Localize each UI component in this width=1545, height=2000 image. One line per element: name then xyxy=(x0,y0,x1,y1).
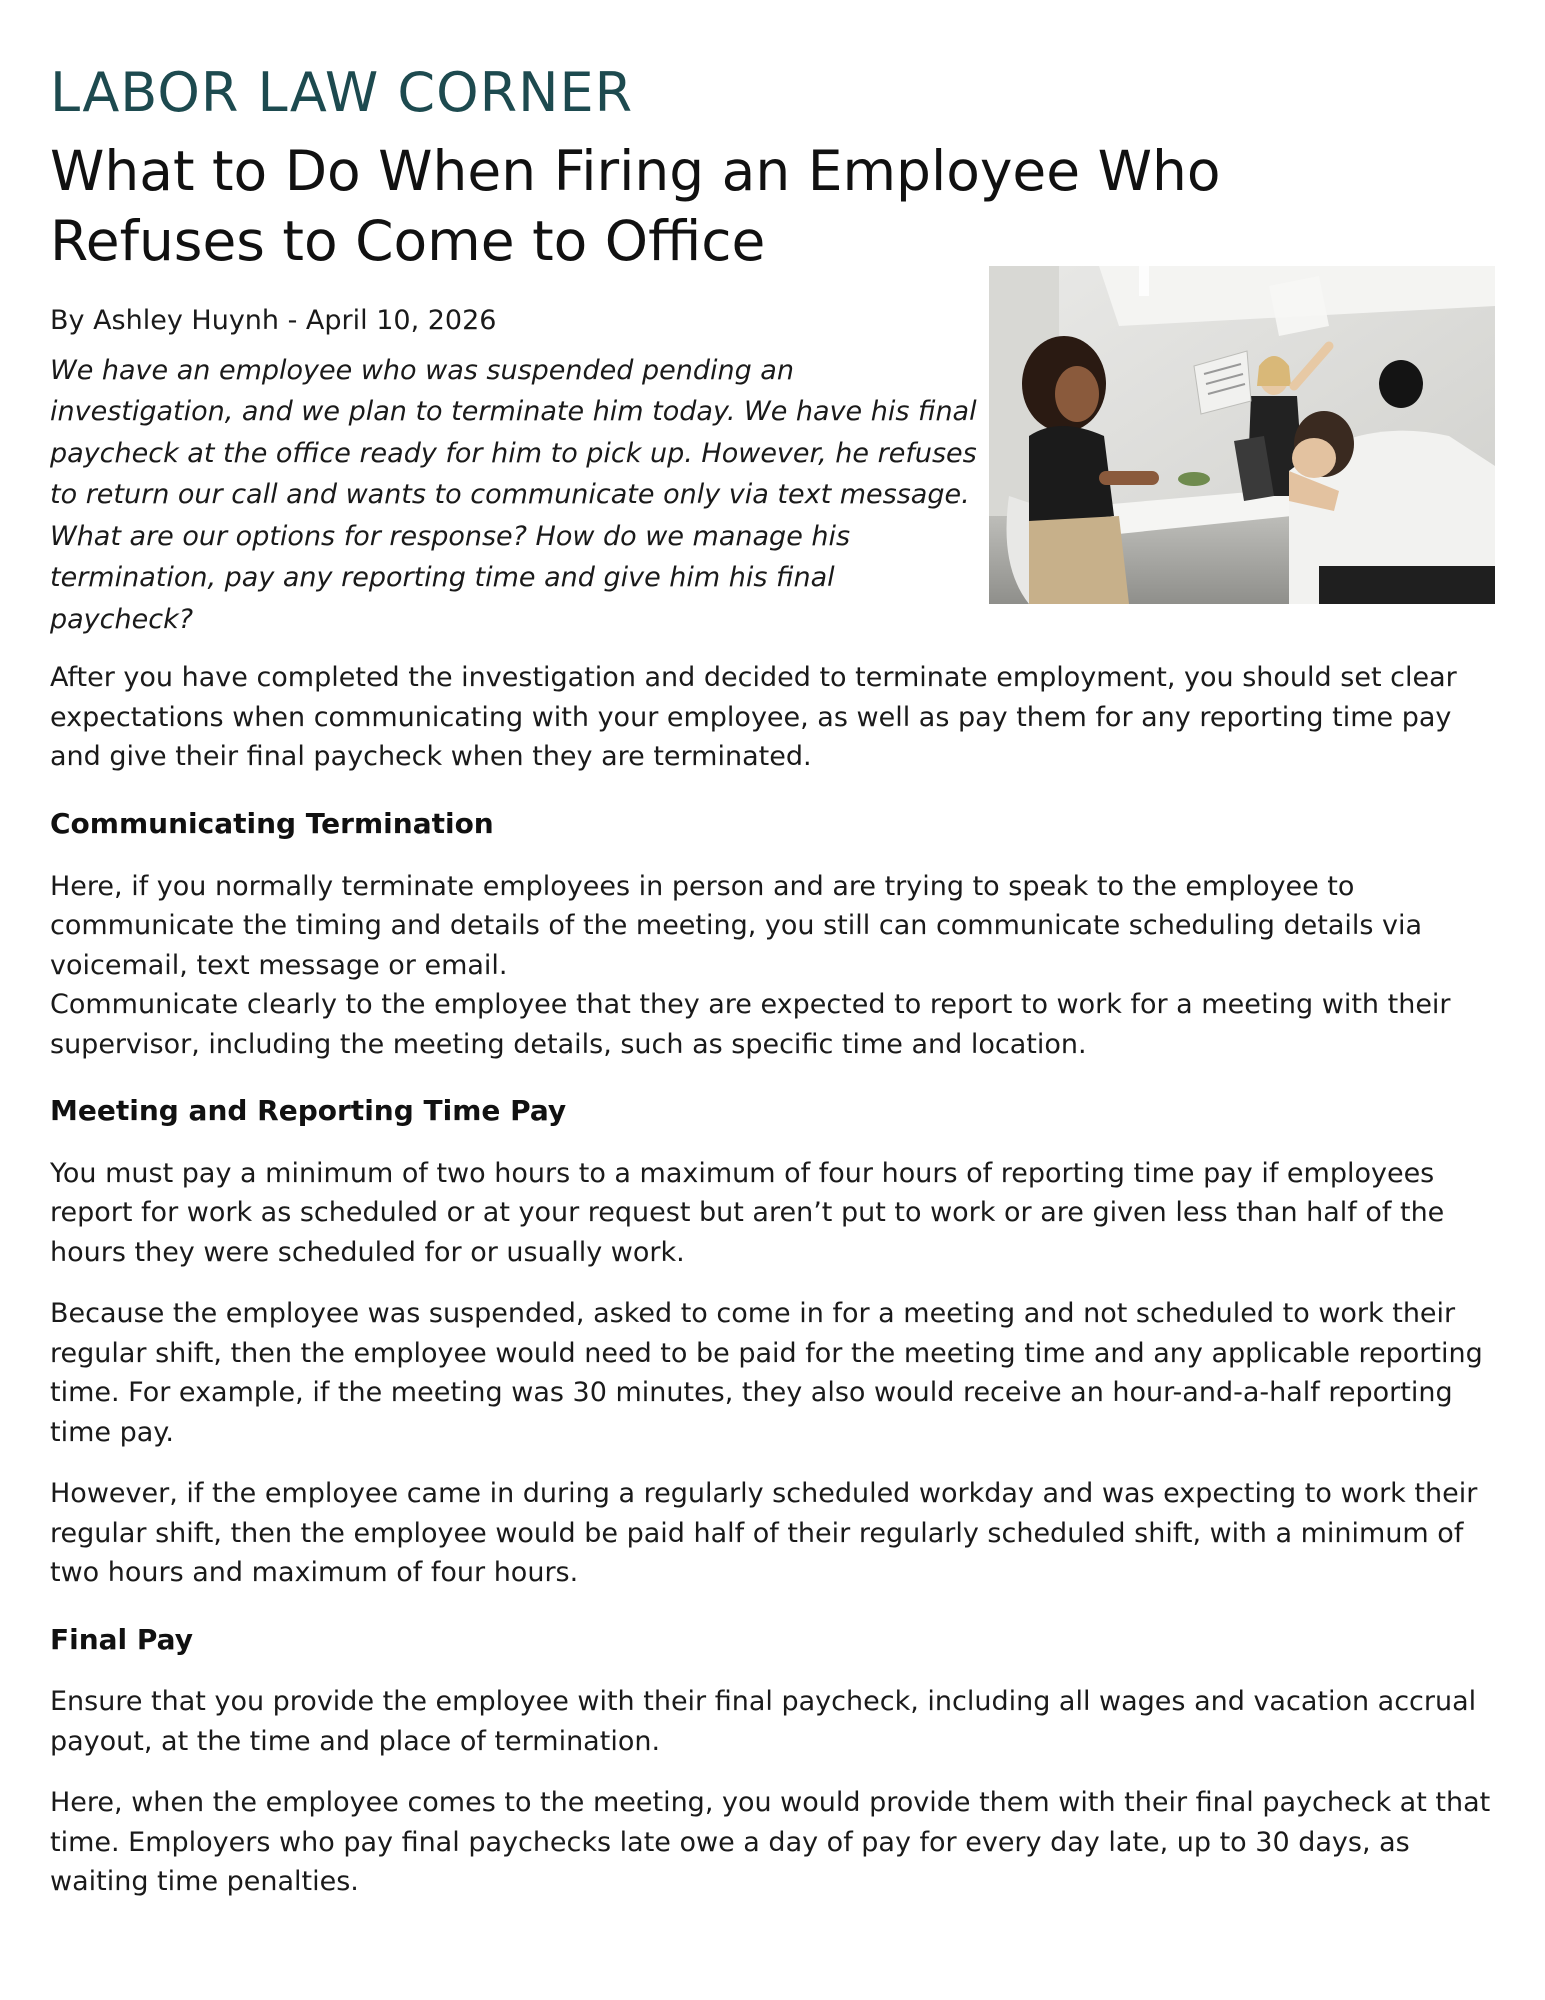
byline: By Ashley Huynh - April 10, 2026 xyxy=(50,304,497,336)
paragraph: However, if the employee came in during a regularly scheduled workday and was expecting to work their regular shift, then the employee would be paid half of their regularly scheduled shift, with a minimum of two hours and maximum of four hours. xyxy=(50,1478,1478,1589)
paragraph: Here, if you normally terminate employees in person and are trying to speak to the employee to communicate the timing and details of the meeting, you still can communicate scheduling details via voicemail, text message or email. xyxy=(50,870,1423,981)
paragraph: You must pay a minimum of two hours to a maximum of four hours of reporting time pay if employees report for work as scheduled or at your request but aren’t put to work or are given less than half of the hours they were scheduled for or usually work. xyxy=(50,1157,1445,1268)
paragraph: Communicate clearly to the employee that they are expected to report to work for a meeting with their supervisor, including the meeting details, such as specific time and location. xyxy=(50,989,1451,1060)
paragraph: Ensure that you provide the employee with their final paycheck, including all wages and vacation accrual payout, at the time and place of termination. xyxy=(50,1686,1477,1757)
paragraph: Here, when the employee comes to the meeting, you would provide them with their final paycheck at that time. Employers who pay final paychecks late owe a day of pay for every day late, up to 30 days, as waiting time penalties. xyxy=(50,1787,1491,1898)
paragraph: Because the employee was suspended, asked to come in for a meeting and not scheduled to work their regular shift, then the employee would need to be paid for the meeting time and any applicable reporting time. For example, if the meeting was 30 minutes, they also would receive an hour-and-a-half reporting time pay. xyxy=(50,1298,1483,1448)
intro-paragraph: After you have completed the investigation and decided to terminate employment, you should set clear expectations when communicating with your employee, as well as pay them for any reporting time pay and give their final paycheck when they are terminated. xyxy=(50,662,1457,773)
article-photo xyxy=(989,266,1495,604)
article-headline: What to Do When Firing an Employee Who Refuses to Come to Office xyxy=(50,139,1221,274)
section-heading-reporting-time: Meeting and Reporting Time Pay xyxy=(50,1094,567,1128)
section-label: LABOR LAW CORNER xyxy=(50,61,634,124)
section-heading-final-pay: Final Pay xyxy=(50,1622,193,1656)
reader-question: We have an employee who was suspended pending an investigation, and we plan to terminate him today. We have his final paycheck at the office ready for him to pick up. However, he refuses to return our call and wants to communicate only via text message. What are our options for response? How do we manage his termination, pay any reporting time and give him his final paycheck? xyxy=(50,354,977,635)
section-heading-communicating: Communicating Termination xyxy=(50,806,494,840)
article xyxy=(50,62,1495,1924)
